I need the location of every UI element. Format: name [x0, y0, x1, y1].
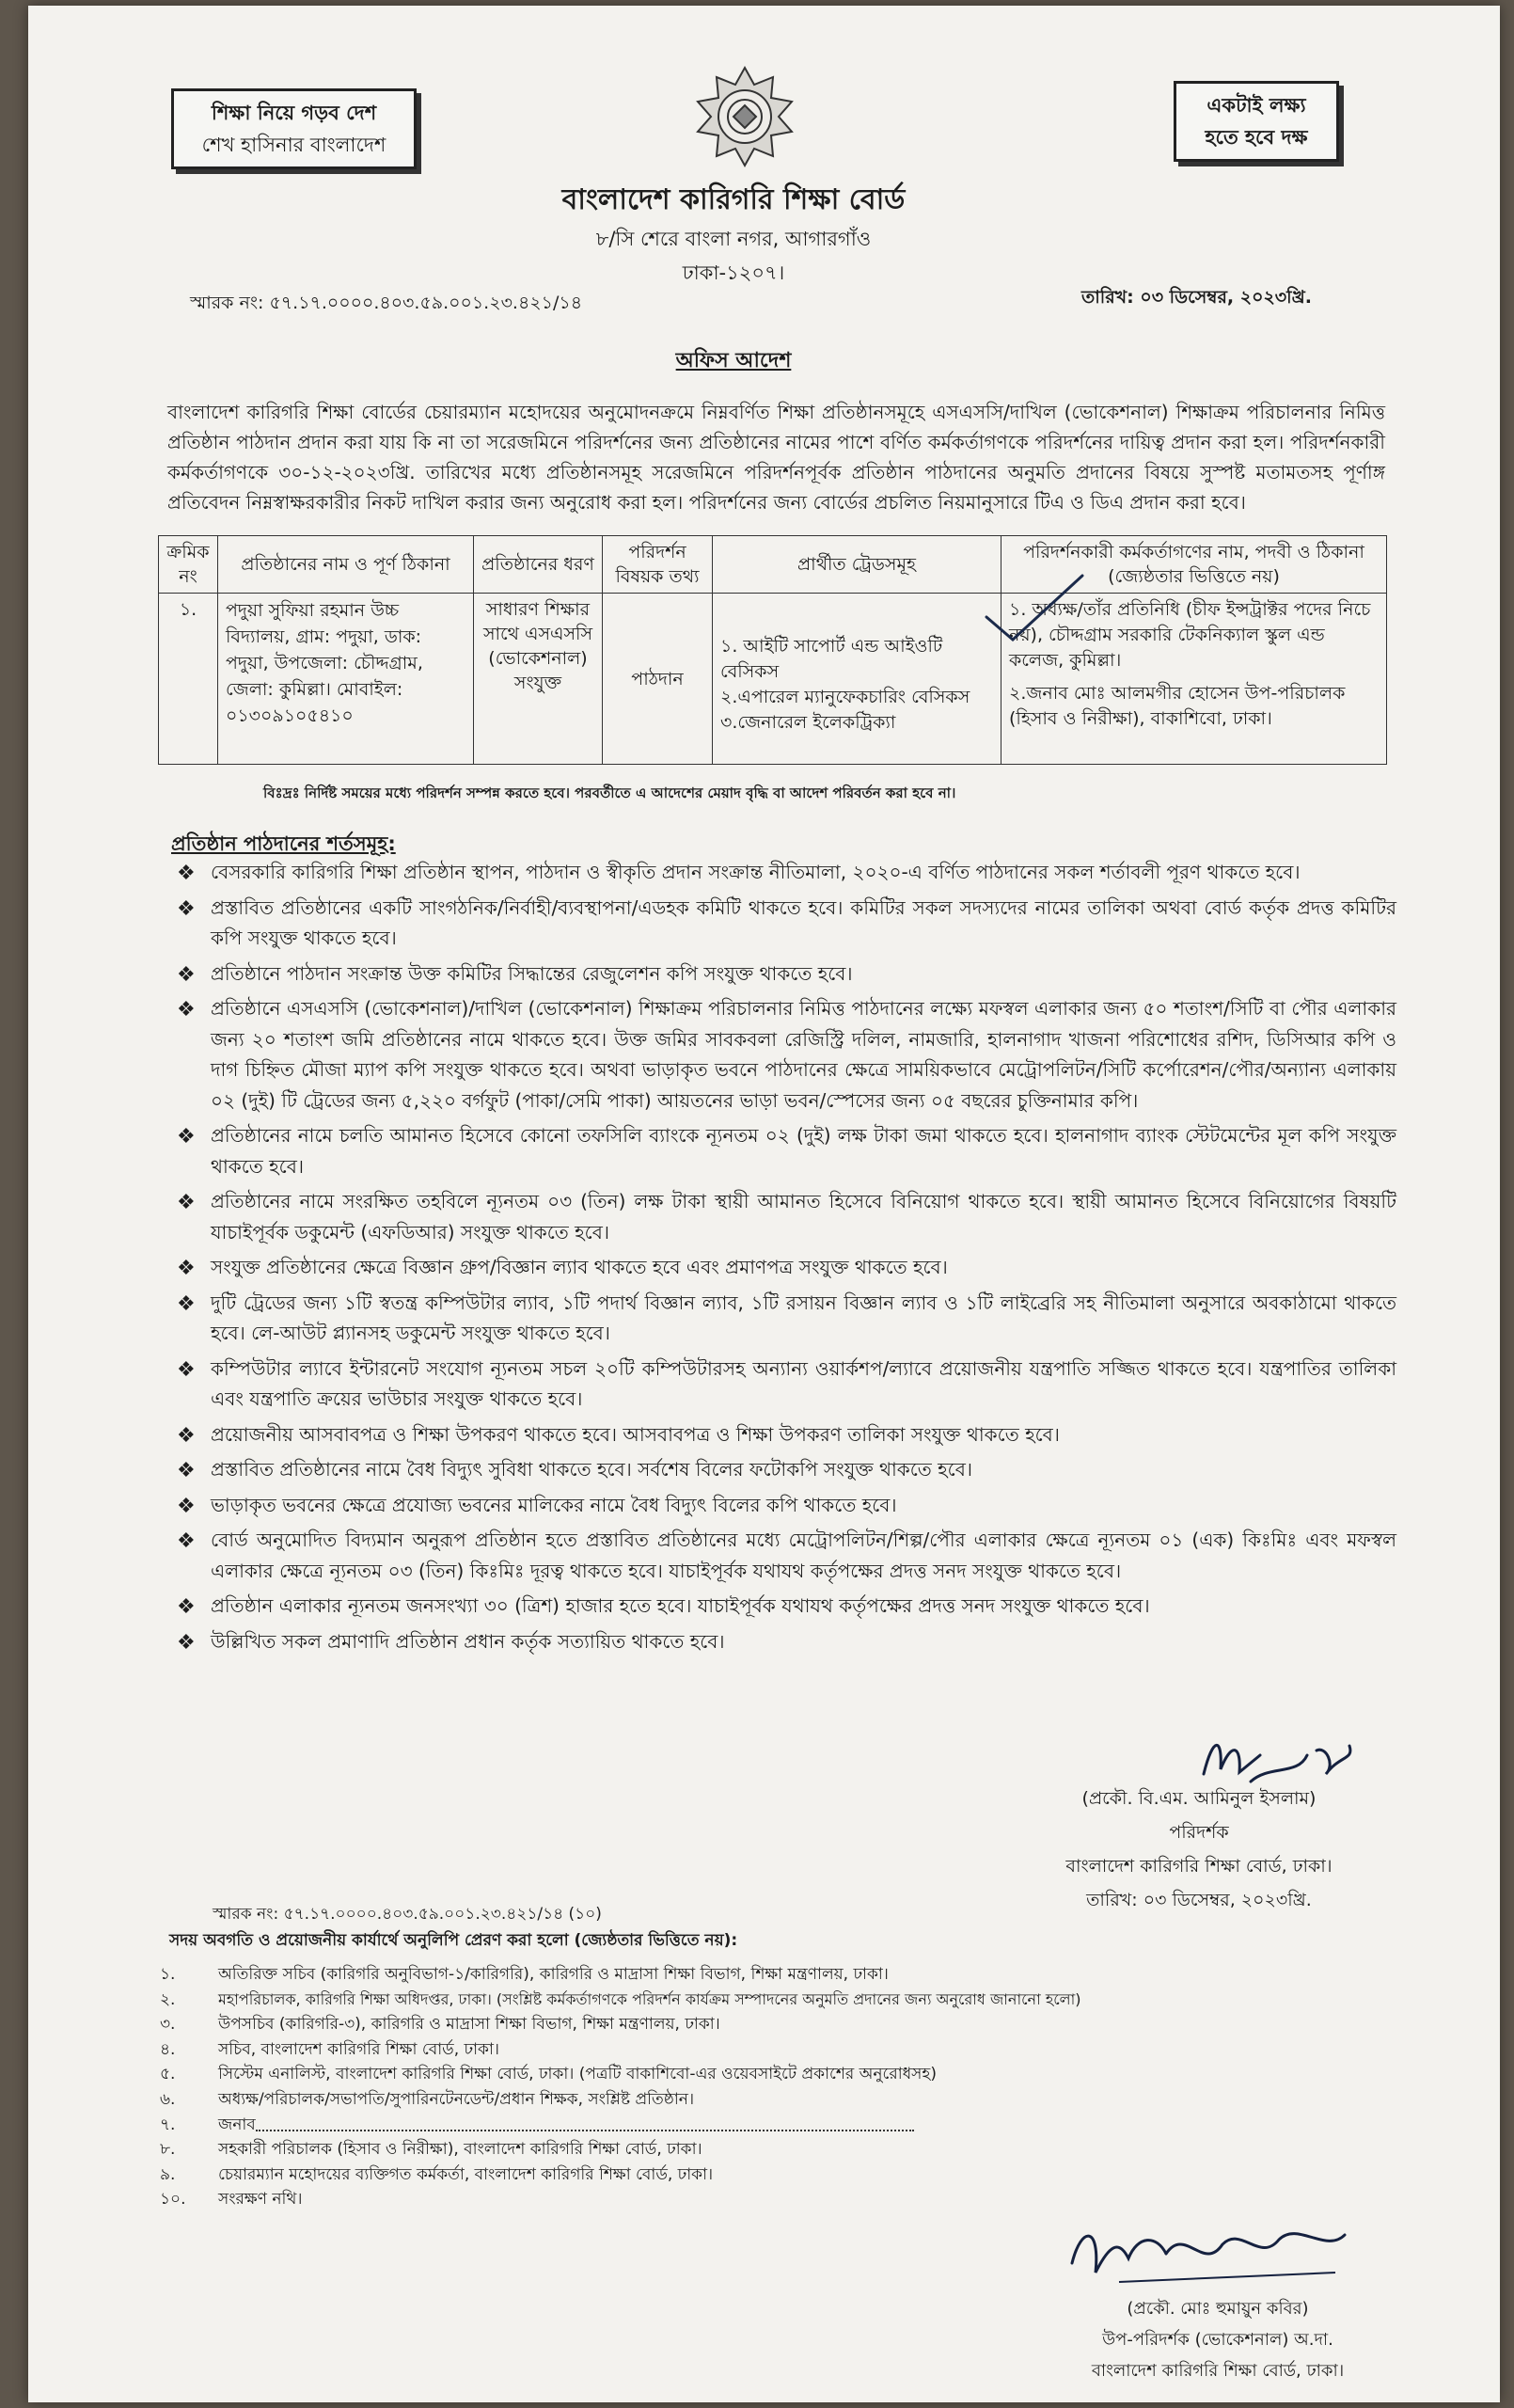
cc-item-number: ৯. — [160, 2164, 176, 2184]
cell-institution: পদুয়া সুফিয়া রহমান উচ্চ বিদ্যালয়, গ্রাম: পদুয়া, ডাক: পদুয়া, উপজেলা: চৌদ্দগ্রাম, জেলা: কুমিল্লা। মোবাইল: ০১৩০৯১০৫৪১০ — [218, 594, 474, 765]
cc-item — [160, 2012, 1270, 2037]
conditions-heading: প্রতিষ্ঠান পাঠদানের শর্তসমূহ: — [171, 832, 396, 855]
signatory-1-designation: পরিদর্শক — [1169, 1822, 1229, 1843]
condition-text: প্রতিষ্ঠানের নামে সংরক্ষিত তহবিলে ন্যূনতম ০৩ (তিন) লক্ষ টাকা স্থায়ী আমানত হিসেবে বিনিয়োগ থাকতে হবে। স্থায়ী আমানত হিসেবে বিনিয়োগের বিষয়টি যাচাইপূর্বক ডকুমেন্ট (এফডিআর) সংযুক্ত থাকতে হবে। — [211, 1190, 1396, 1244]
condition-item — [169, 1354, 1396, 1415]
institution-table — [158, 535, 1387, 765]
memo-date: তারিখ: ০৩ ডিসেম্বর, ২০২৩খ্রি. — [1081, 287, 1312, 308]
condition-text: প্রয়োজনীয় আসবাবপত্র ও শিক্ষা উপকরণ থাকতে হবে। আসবাবপত্র ও শিক্ষা উপকরণ তালিকা সংযুক্ত থাকতে হবে। — [211, 1422, 1060, 1446]
condition-text: প্রস্তাবিত প্রতিষ্ঠানের নামে বৈধ বিদ্যুৎ সুবিধা থাকতে হবে। সর্বশেষ বিলের ফটোকপি সংযুক্ত থাকতে হবে। — [211, 1458, 972, 1481]
condition-text: প্রস্তাবিত প্রতিষ্ঠানের একটি সাংগঠনিক/নির্বাহী/ব্যবস্থাপনা/এডহক কমিটি থাকতে হবে। কমিটির সকল সদস্যদের নামের তালিকা অথবা বোর্ড কর্তৃক প্রদত্ত কমিটির কপি সংযুক্ত থাকতে হবে। — [211, 895, 1396, 949]
org-name: বাংলাদেশ কারিগরি শিক্ষা বোর্ড — [561, 183, 906, 216]
blank-fill-line — [256, 2113, 914, 2131]
table-header-row — [159, 536, 1387, 594]
cc-item-text: সহকারী পরিচালক (হিসাব ও নিরীক্ষা), বাংলাদেশ কারিগরি শিক্ষা বোর্ড, ঢাকা। — [218, 2140, 702, 2160]
cc-item-text: সিস্টেম এনালিস্ট, বাংলাদেশ কারিগরি শিক্ষা বোর্ড, ঢাকা। (পত্রটি বাকাশিবো-এর ওয়েবসাইটে প্রকাশের অনুরোধসহ) — [218, 2065, 937, 2084]
diamond-bullet-icon: ❖ — [177, 1494, 196, 1518]
signatory-1-block — [978, 1782, 1420, 1917]
board-emblem-icon — [692, 64, 797, 169]
condition-text: বোর্ড অনুমোদিত বিদ্যমান অনুরূপ প্রতিষ্ঠান হতে প্রস্তাবিত প্রতিষ্ঠানের মধ্যে মেট্রোপলিটন/শিল্প/পৌর এলাকার ক্ষেত্রে ন্যূনতম ০১ (এক) কিঃমিঃ এবং মফস্বল এলাকার ক্ষেত্রে ন্যূনতম ০৩ (তিন) কিঃমিঃ দূরত্ব থাকতে হবে। যাচাইপূর্বক যথাযথ কর্তৃপক্ষের প্রদত্ত সনদ সংযুক্ত থাকতে হবে। — [211, 1529, 1396, 1582]
slogan-box-left — [171, 88, 417, 169]
cc-item — [160, 1962, 1270, 1988]
cc-item-number: ১০. — [160, 2190, 186, 2210]
diamond-bullet-icon: ❖ — [177, 1630, 196, 1655]
cc-item-number: ৫. — [160, 2065, 176, 2084]
org-address-line1: ৮/সি শেরে বাংলা নগর, আগারগাঁও — [595, 228, 872, 250]
diamond-bullet-icon: ❖ — [177, 1529, 196, 1553]
cc-item — [160, 2113, 1270, 2138]
slogan-right-line1: একটাই লক্ষ্য — [1206, 94, 1306, 117]
col-officers: পরিদর্শনকারী কর্মকর্তাগণের নাম, পদবী ও ঠিকানা (জ্যেষ্ঠতার ভিত্তিতে নয়) — [1001, 536, 1387, 594]
document-page — [28, 6, 1500, 2402]
cc-item — [160, 2062, 1270, 2087]
condition-text: কম্পিউটার ল্যাবে ইন্টারনেট সংযোগ ন্যূনতম সচল ২০টি কম্পিউটারসহ অন্যান্য ওয়ার্কশপ/ল্যাবে প্রয়োজনীয় যন্ত্রপাতি সজ্জিত থাকতে হবে। যন্ত্রপাতির তালিকা এবং যন্ত্রপাতি ক্রয়ের ভাউচার সংযুক্ত থাকতে হবে। — [211, 1356, 1396, 1410]
cc-item — [160, 2087, 1270, 2113]
cc-item-number: ১. — [160, 1965, 176, 1984]
condition-item — [169, 1626, 1396, 1657]
condition-item — [169, 893, 1396, 954]
trade-item: ২.এপারেল ম্যানুফেকচারিং বেসিকস — [720, 686, 970, 707]
signatory-2-office: বাংলাদেশ কারিগরি শিক্ষা বোর্ড, ঢাকা। — [1091, 2361, 1345, 2381]
cc-item — [160, 1988, 1270, 2013]
condition-text: সংযুক্ত প্রতিষ্ঠানের ক্ষেত্রে বিজ্ঞান গ্রুপ/বিজ্ঞান ল্যাব থাকতে হবে এবং প্রমাণপত্র সংযুক্ত থাকতে হবে। — [211, 1256, 948, 1278]
cc-item-text: চেয়ারম্যান মহোদয়ের ব্যক্তিগত কর্মকর্তা, বাংলাদেশ কারিগরি শিক্ষা বোর্ড, ঢাকা। — [218, 2164, 714, 2184]
trade-item: ১. আইটি সাপোর্ট এন্ড আইওটি বেসিকস — [720, 635, 943, 682]
condition-text: উল্লিখিত সকল প্রমাণাদি প্রতিষ্ঠান প্রধান কর্তৃক সত্যায়িত থাকতে হবে। — [211, 1629, 725, 1653]
memo-number-2: স্মারক নং: ৫৭.১৭.০০০০.৪০৩.৫৯.০০১.২৩.৪২১/১৪ (১০) — [213, 1905, 602, 1924]
condition-text: প্রতিষ্ঠানে পাঠদান সংক্রান্ত উক্ত কমিটির সিদ্ধান্তের রেজুলেশন কপি সংযুক্ত থাকতে হবে। — [211, 961, 853, 985]
intro-paragraph: বাংলাদেশ কারিগরি শিক্ষা বোর্ডের চেয়ারম্যান মহোদয়ের অনুমোদনক্রমে নিম্নবর্ণিত শিক্ষা প্রতিষ্ঠানসমূহে এসএসসি/দাখিল (ভোকেশনাল) শিক্ষাক্রম পরিচালনার নিমিত্ত প্রতিষ্ঠান পাঠদান প্রদান করা যায় কি না তা সরেজমিনে পরিদর্শনের জন্য প্রতিষ্ঠানের নামের পাশে বর্ণিত কর্মকর্তাগণকে পরিদর্শনের দায়িত্ব প্রদান করা হল। পরিদর্শনকারী কর্মকর্তাগণকে ৩০-১২-২০২৩খ্রি. তারিখের মধ্যে প্রতিষ্ঠানসমূহ সরেজমিনে পরিদর্শনপূর্বক প্রতিষ্ঠান পাঠদানের অনুমতি প্রদানের বিষয়ে সুস্পষ্ট মতামতসহ পূর্ণাঙ্গ প্রতিবেদন নিম্নস্বাক্ষরকারীর নিকট দাখিল করার জন্য অনুরোধ করা হল। পরিদর্শনের জন্য বোর্ডের প্রচলিত নিয়মানুসারে টিএ ও ডিএ প্রদান করা হবে। — [167, 401, 1385, 514]
cc-item-text: অধ্যক্ষ/পরিচালক/সভাপতি/সুপারিনটেনডেন্ট/প্রধান শিক্ষক, সংশ্লিষ্ট প্রতিষ্ঠান। — [218, 2089, 695, 2109]
condition-item — [169, 1120, 1396, 1181]
condition-text: প্রতিষ্ঠানের নামে চলতি আমানত হিসেবে কোনো তফসিলি ব্যাংকে ন্যূনতম ০২ (দুই) লক্ষ টাকা জমা থাকতে হবে। হালনাগাদ ব্যাংক স্টেটমেন্টের মূল কপি সংযুক্ত থাকতে হবে। — [211, 1124, 1396, 1178]
condition-item — [169, 857, 1396, 888]
cc-item-text: জনাব — [218, 2115, 256, 2134]
officer-item: ১. অধ্যক্ষ/তাঁর প্রতিনিধি (চীফ ইন্সট্রাক্টর পদের নিচে নয়), চৌদ্দগ্রাম সরকারি টেকনিক্যাল স্কুল এন্ড কলেজ, কুমিল্লা। — [1009, 599, 1371, 671]
condition-text: প্রতিষ্ঠান এলাকার ন্যূনতম জনসংখ্যা ৩০ (ত্রিশ) হাজার হতে হবে। যাচাইপূর্বক যথাযথ কর্তৃপক্ষের প্রদত্ত সনদ সংযুক্ত থাকতে হবে। — [211, 1594, 1150, 1617]
condition-item — [169, 1186, 1396, 1247]
condition-text: বেসরকারি কারিগরি শিক্ষা প্রতিষ্ঠান স্থাপন, পাঠদান ও স্বীকৃতি প্রদান সংক্রান্ত নীতিমালা, ২০২০-এ বর্ণিত পাঠদানের সকল শর্তাবলী পূরণ থাকতে হবে। — [211, 861, 1301, 883]
diamond-bullet-icon: ❖ — [177, 998, 196, 1022]
cc-item-text: অতিরিক্ত সচিব (কারিগরি অনুবিভাগ-১/কারিগরি), কারিগরি ও মাদ্রাসা শিক্ষা বিভাগ, শিক্ষা মন্ত্রণালয়, ঢাকা। — [218, 1965, 889, 1984]
diamond-bullet-icon: ❖ — [177, 1423, 196, 1448]
diamond-bullet-icon: ❖ — [177, 896, 196, 921]
cc-item-text: সচিব, বাংলাদেশ কারিগরি শিক্ষা বোর্ড, ঢাকা। — [218, 2039, 499, 2059]
signatory-1-date: তারিখ: ০৩ ডিসেম্বর, ২০২৩খ্রি. — [1086, 1890, 1312, 1910]
diamond-bullet-icon: ❖ — [177, 1459, 196, 1482]
col-type: প্রতিষ্ঠানের ধরণ — [474, 536, 603, 594]
diamond-bullet-icon: ❖ — [177, 1191, 196, 1214]
cc-item-number: ৭. — [160, 2115, 176, 2134]
slogan-right-line2: হতে হবে দক্ষ — [1205, 126, 1308, 149]
signatory-1-name: (প্রকৌ. বি.এম. আমিনুল ইসলাম) — [1081, 1788, 1317, 1809]
note-text: বিঃদ্রঃ নির্দিষ্ট সময়ের মধ্যে পরিদর্শন সম্পন্ন করতে হবে। পরবর্তীতে এ আদেশের মেয়াদ বৃদ্ধি বা আদেশ পরিবর্তন করা হবে না। — [263, 784, 956, 801]
condition-item — [169, 1525, 1396, 1586]
condition-item — [169, 958, 1396, 990]
condition-item — [169, 1591, 1396, 1622]
cell-inspection: পাঠদান — [603, 594, 713, 765]
col-inspection: পরিদর্শন বিষয়ক তথ্য — [603, 536, 713, 594]
signature-2 — [1063, 2207, 1364, 2301]
conditions-list — [169, 857, 1396, 1661]
org-address-line2: ঢাকা-১২০৭। — [682, 261, 785, 284]
cell-serial: ১. — [159, 594, 218, 765]
diamond-bullet-icon: ❖ — [177, 1125, 196, 1149]
diamond-bullet-icon: ❖ — [177, 1291, 196, 1316]
condition-item — [169, 1454, 1396, 1485]
signatory-2-block — [997, 2293, 1439, 2386]
officer-item: ২.জনাব মোঃ আলমগীর হোসেন উপ-পরিচালক (হিসাব ও নিরীক্ষা), বাকাশিবো, ঢাকা। — [1009, 683, 1346, 729]
cell-trades — [713, 594, 1001, 765]
slogan-left-line1: শিক্ষা নিয়ে গড়ব দেশ — [211, 102, 377, 124]
cc-item-number: ৪. — [160, 2039, 176, 2059]
diamond-bullet-icon: ❖ — [177, 1595, 196, 1619]
table-row — [159, 594, 1387, 765]
cc-list — [160, 1962, 1270, 2212]
document-title: অফিস আদেশ — [675, 349, 792, 372]
condition-text: ভাড়াকৃত ভবনের ক্ষেত্রে প্রযোজ্য ভবনের মালিকের নামে বৈধ বিদ্যুৎ বিলের কপি থাকতে হবে। — [211, 1493, 897, 1516]
condition-item — [169, 1288, 1396, 1349]
cc-item-number: ২. — [160, 1989, 176, 2009]
signatory-2-designation: উপ-পরিদর্শক (ভোকেশনাল) অ.দা. — [1102, 2330, 1333, 2350]
diamond-bullet-icon: ❖ — [177, 862, 196, 885]
cc-heading: সদয় অবগতি ও প্রয়োজনীয় কার্যার্থে অনুলিপি প্রেরণ করা হলো (জ্যেষ্ঠতার ভিত্তিতে নয়): — [169, 1931, 738, 1950]
condition-item — [169, 1252, 1396, 1283]
condition-item — [169, 993, 1396, 1116]
slogan-left-line2: শেখ হাসিনার বাংলাদেশ — [201, 134, 386, 156]
diamond-bullet-icon: ❖ — [177, 1257, 196, 1280]
diamond-bullet-icon: ❖ — [177, 1357, 196, 1382]
memo-number: স্মারক নং: ৫৭.১৭.০০০০.৪০৩.৫৯.০০১.২৩.৪২১/১৪ — [190, 293, 583, 313]
signatory-1-office: বাংলাদেশ কারিগরি শিক্ষা বোর্ড, ঢাকা। — [1065, 1856, 1333, 1877]
check-mark-icon — [983, 570, 1086, 645]
cc-item-number: ৬. — [160, 2089, 176, 2109]
condition-text: প্রতিষ্ঠানে এসএসসি (ভোকেশনাল)/দাখিল (ভোকেশনাল) শিক্ষাক্রম পরিচালনার নিমিত্ত পাঠদানের লক্ষ্যে মফস্বল এলাকার জন্য ৫০ শতাংশ/সিটি বা পৌর এলাকার জন্য ২০ শতাংশ জমি প্রতিষ্ঠানের নামে থাকতে হবে। উক্ত জমির সাবকবলা রেজিস্ট্রি দলিল, নামজারি, হালনাগাদ খাজনা পরিশোধের রশিদ, ডিসিআর কপি ও দাগ চিহ্নিত মৌজা ম্যাপ কপি সংযুক্ত থাকতে হবে। অথবা ভাড়াকৃত ভবনে পাঠদানের ক্ষেত্রে সাময়িকভাবে মেট্রোপলিটন/সিটি কর্পোরেশন/পৌর/অন্যান্য এলাকায় ০২ (দুই) টি ট্রেডের জন্য ৫,২২০ বর্গফুট (পাকা/সেমি পাকা) আয়তনের ভাড়া ভবন/স্পেসের জন্য ০৫ বছরের চুক্তিনামার কপি। — [211, 997, 1396, 1112]
condition-item — [169, 1490, 1396, 1521]
cc-item-text: উপসচিব (কারিগরি-৩), কারিগরি ও মাদ্রাসা শিক্ষা বিভাগ, শিক্ষা মন্ত্রণালয়, ঢাকা। — [218, 2015, 720, 2035]
signatory-2-name: (প্রকৌ. মোঃ হুমায়ুন কবির) — [1127, 2299, 1309, 2319]
col-serial: ক্রমিক নং — [159, 536, 218, 594]
condition-text: দুটি ট্রেডের জন্য ১টি স্বতন্ত্র কম্পিউটার ল্যাব, ১টি পদার্থ বিজ্ঞান ল্যাব, ১টি রসায়ন বিজ্ঞান ল্যাব ও ১টি লাইব্রেরি সহ নীতিমালা অনুসারে অবকাঠামো থাকতে হবে। লে-আউট প্ল্যানসহ ডকুমেন্ট সংযুক্ত থাকতে হবে। — [211, 1291, 1396, 1344]
trade-item: ৩.জেনারেল ইলেকট্রিক্যা — [720, 711, 896, 733]
cell-type: সাধারণ শিক্ষার সাথে এসএসসি (ভোকেশনাল) সংযুক্ত — [474, 594, 603, 765]
cc-item-text: মহাপরিচালক, কারিগরি শিক্ষা অধিদপ্তর, ঢাকা। (সংশ্লিষ্ট কর্মকর্তাগণকে পরিদর্শন কার্যক্রম সম্পাদনের অনুমতি প্রদানের জন্য অনুরোধ জানানো হলো) — [218, 1989, 1081, 2008]
slogan-box-right — [1174, 81, 1339, 162]
col-trades: প্রার্থীত ট্রেডসমূহ — [713, 536, 1001, 594]
diamond-bullet-icon: ❖ — [177, 962, 196, 987]
cc-item — [160, 2037, 1270, 2063]
cc-item-number: ৮. — [160, 2140, 176, 2160]
condition-item — [169, 1419, 1396, 1450]
cc-item — [160, 2162, 1270, 2188]
cc-item — [160, 2137, 1270, 2162]
cc-item-number: ৩. — [160, 2015, 176, 2035]
cc-item-text: সংরক্ষণ নথি। — [218, 2190, 303, 2210]
col-institution: প্রতিষ্ঠানের নাম ও পূর্ণ ঠিকানা — [218, 536, 474, 594]
